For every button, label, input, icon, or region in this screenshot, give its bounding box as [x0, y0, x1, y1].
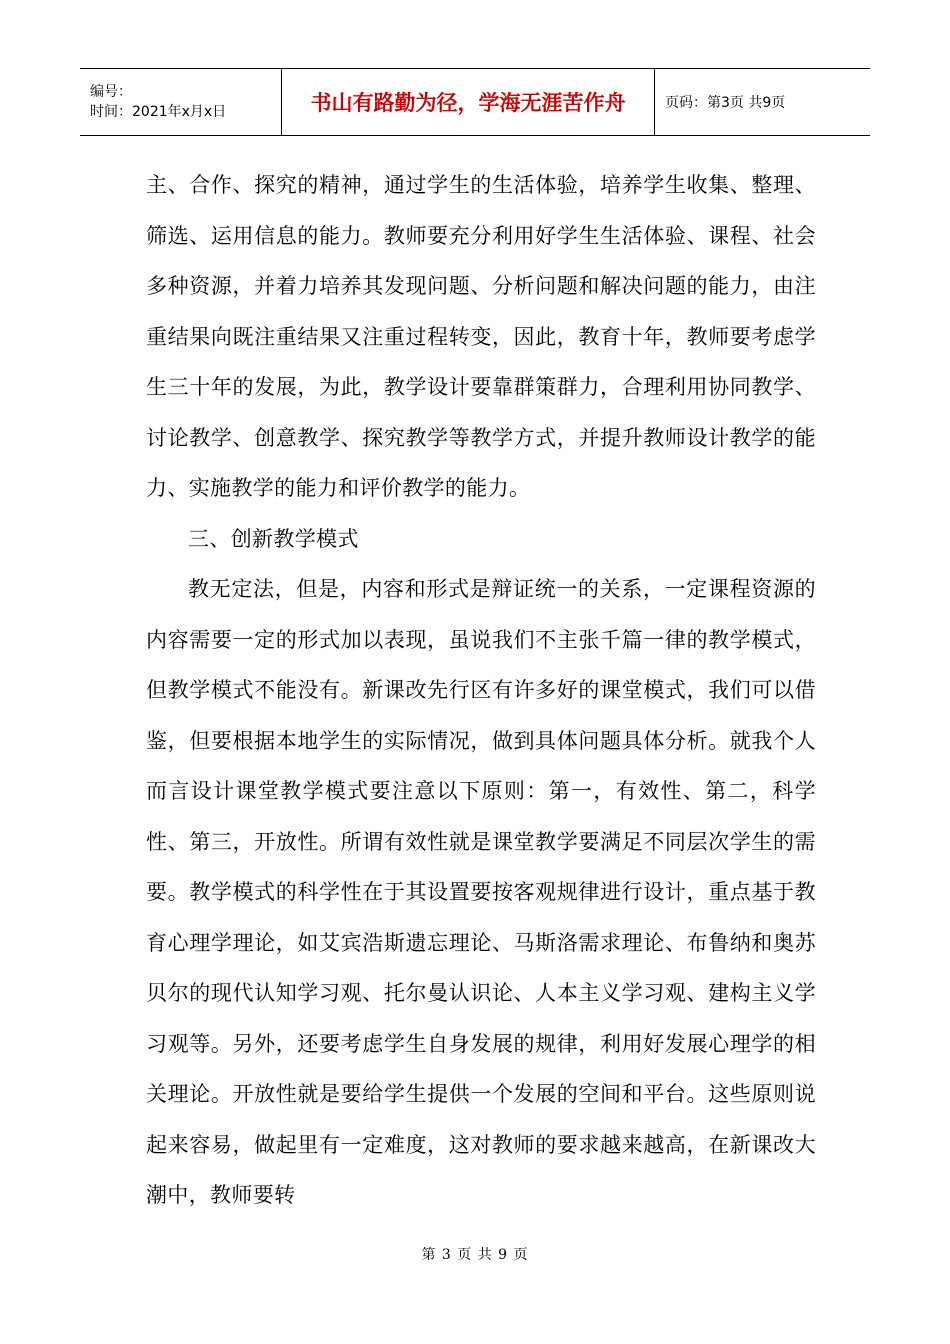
body-paragraph: 教无定法，但是，内容和形式是辩证统一的关系，一定课程资源的内容需要一定的形式加以表现，虽说我们不主张千篇一律的教学模式，但教学模式不能没有。新课改先行区有许多好的课堂模式，我们可以借鉴，但要根据本地学生的实际情况，做到具体问题具体分析。就我个人而言设计课堂教学模式要注意以下原则：第一，有效性、第二，科学性、第三，开放性。所谓有效性就是课堂教学要满足不同层次学生的需要。教学模式的科学性在于其设置要按客观规律进行设计，重点基于教育心理学理论，如艾宾浩斯遗忘理论、马斯洛需求理论、布鲁纳和奥苏贝尔的现代认知学习观、托尔曼认识论、人本主义学习观、建构主义学习观等。另外，还要考虑学生自身发展的规律，利用好发展心理学的相关理论。开放性就是要给学生提供一个发展的空间和平台。这些原则说起来容易，做起里有一定难度，这对教师的要求越来越高，在新课改大潮中，教师要转: [146, 577, 816, 1207]
document-header: [80, 68, 870, 136]
body-paragraph-continued: 主、合作、探究的精神，通过学生的生活体验，培养学生收集、整理、筛选、运用信息的能力。教师要充分利用好学生生活体验、课程、社会多种资源，并着力培养其发现问题、分析问题和解决问题的能力，由注重结果向既注重结果又注重过程转变，因此，教育十年，教师要考虑学生三十年的发展，为此，教学设计要靠群策群力，合理利用协同教学、讨论教学、创意教学、探究教学等教学方式，并提升教师设计教学的能力、实施教学的能力和评价教学的能力。: [146, 173, 816, 500]
document-date-label: 时间：2021年x月x日: [90, 104, 227, 120]
header-motto: 书山有路勤为径，学海无涯苦作舟: [310, 91, 626, 115]
section-heading: 三、创新教学模式: [188, 526, 359, 551]
document-body: [146, 160, 816, 1221]
header-motto-cell: [282, 69, 655, 135]
header-page-cell: [655, 69, 870, 135]
header-meta-cell: [80, 69, 282, 135]
header-page-info: 页码：第3页 共9页: [665, 95, 786, 111]
page-footer: 第 3 页 共 9 页: [421, 1247, 529, 1263]
document-number-label: 编号：: [90, 84, 132, 100]
